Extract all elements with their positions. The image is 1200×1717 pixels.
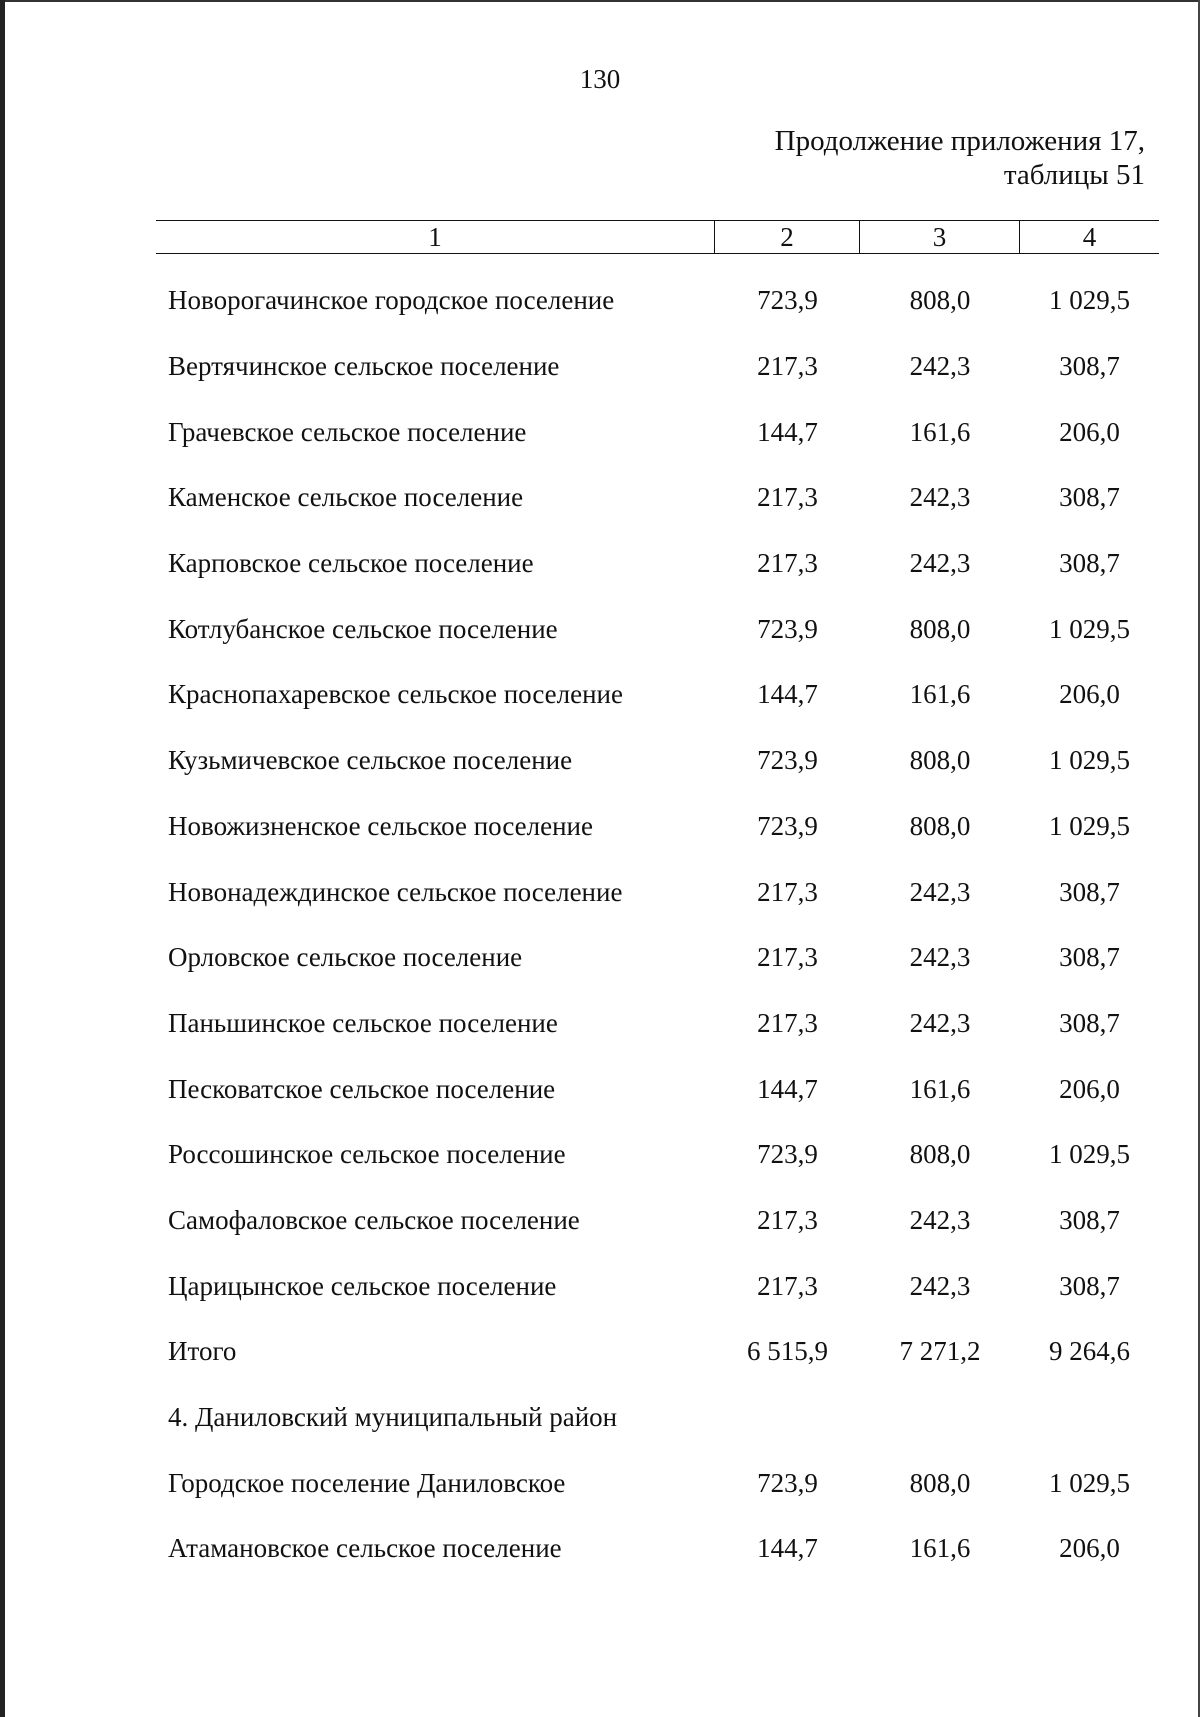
row-col-3: 161,6: [909, 416, 971, 447]
table-row: [156, 531, 1159, 597]
row-col-2: 723,9: [757, 810, 818, 841]
row-col-4: 1 029,5: [1049, 1467, 1130, 1498]
table-row: [156, 794, 1159, 860]
row-col-3: 808,0: [909, 1139, 971, 1170]
row-col-3: 808,0: [909, 745, 971, 776]
row-col-4: 308,7: [1059, 942, 1120, 973]
table-row: [156, 596, 1159, 662]
row-name: Царицынское сельское поселение: [168, 1270, 557, 1301]
row-col-2: 144,7: [757, 679, 818, 710]
row-name: Самофаловское сельское поселение: [168, 1204, 580, 1235]
header-col-1: 1: [156, 221, 715, 253]
row-col-4: 206,0: [1059, 416, 1120, 447]
row-col-2: 723,9: [757, 613, 818, 644]
row-col-2: 217,3: [757, 876, 818, 907]
row-col-3: 808,0: [909, 285, 971, 316]
header-col-4: 4: [1082, 221, 1097, 252]
total-col-4: 9 264,6: [1049, 1336, 1130, 1367]
row-col-3: 808,0: [909, 810, 971, 841]
header-col-2: 2: [715, 221, 860, 253]
row-name: Новорогачинское городское поселение: [168, 285, 615, 316]
scan-edge-left: [0, 0, 5, 1717]
total-col-3: 7 271,2: [899, 1336, 981, 1367]
total-row: [156, 1319, 1159, 1385]
row-col-2: 217,3: [757, 1204, 818, 1235]
row-name: Грачевское сельское поселение: [168, 416, 527, 447]
row-col-3: 242,3: [909, 1204, 971, 1235]
row-col-4: 1 029,5: [1049, 613, 1130, 644]
row-name: Россошинское сельское поселение: [168, 1139, 566, 1170]
row-col-3: 808,0: [909, 1467, 971, 1498]
row-col-2: 723,9: [757, 285, 818, 316]
table-row: [156, 859, 1159, 925]
table-row: [156, 1450, 1159, 1516]
row-name: Кузьмичевское сельское поселение: [168, 745, 573, 776]
row-col-4: 308,7: [1059, 1270, 1120, 1301]
continuation-line-2: таблицы 51: [1003, 159, 1145, 191]
total-label: Итого: [168, 1336, 237, 1367]
row-col-2: 217,3: [757, 351, 818, 382]
section-heading: 4. Даниловский муниципальный район: [168, 1402, 618, 1433]
row-name: Орловское сельское поселение: [168, 942, 523, 973]
row-col-3: 242,3: [909, 876, 971, 907]
table-row: [156, 728, 1159, 794]
table-row: [156, 1056, 1159, 1122]
row-col-2: 217,3: [757, 942, 818, 973]
row-col-2: 144,7: [757, 1073, 818, 1104]
row-col-3: 242,3: [909, 942, 971, 973]
row-name: Новонадеждинское сельское поселение: [168, 876, 623, 907]
row-name: Котлубанское сельское поселение: [168, 613, 558, 644]
row-col-4: 206,0: [1059, 1073, 1120, 1104]
table-row: [156, 1516, 1159, 1582]
total-col-2: 6 515,9: [747, 1336, 828, 1367]
row-col-4: 308,7: [1059, 548, 1120, 579]
table-row: [156, 662, 1159, 728]
row-col-3: 242,3: [909, 351, 971, 382]
row-col-4: 206,0: [1059, 1533, 1120, 1564]
row-col-4: 206,0: [1059, 679, 1120, 710]
row-col-2: 723,9: [757, 1139, 818, 1170]
row-col-2: 144,7: [757, 1533, 818, 1564]
page-number: 130: [579, 64, 621, 94]
row-name: Песковатское сельское поселение: [168, 1073, 556, 1104]
table-row: [156, 1253, 1159, 1319]
table-header: [156, 220, 1159, 254]
row-col-4: 308,7: [1059, 1007, 1120, 1038]
row-name: Городское поселение Даниловское: [168, 1467, 566, 1498]
table-row: [156, 268, 1159, 334]
table-row: [156, 465, 1159, 531]
row-col-2: 217,3: [757, 482, 818, 513]
row-name: Новожизненское сельское поселение: [168, 810, 593, 841]
row-col-3: 808,0: [909, 613, 971, 644]
row-col-3: 161,6: [909, 1073, 971, 1104]
row-name: Атамановское сельское поселение: [168, 1533, 562, 1564]
row-col-3: 161,6: [909, 1533, 971, 1564]
row-col-3: 242,3: [909, 548, 971, 579]
row-name: Паньшинское сельское поселение: [168, 1007, 558, 1038]
row-col-4: 308,7: [1059, 1204, 1120, 1235]
table-row: [156, 1188, 1159, 1254]
row-col-2: 217,3: [757, 1270, 818, 1301]
row-col-2: 723,9: [757, 1467, 818, 1498]
row-col-4: 308,7: [1059, 351, 1120, 382]
row-col-2: 217,3: [757, 548, 818, 579]
row-name: Карповское сельское поселение: [168, 548, 534, 579]
row-col-2: 217,3: [757, 1007, 818, 1038]
row-col-3: 242,3: [909, 482, 971, 513]
header-col-3: 3: [860, 221, 1020, 253]
row-col-4: 1 029,5: [1049, 285, 1130, 316]
continuation-note: [775, 124, 1145, 192]
table-row: [156, 991, 1159, 1057]
row-col-4: 1 029,5: [1049, 1139, 1130, 1170]
table-row: [156, 399, 1159, 465]
continuation-line-1: Продолжение приложения 17,: [774, 125, 1145, 157]
table-row: [156, 925, 1159, 991]
row-col-2: 723,9: [757, 745, 818, 776]
row-col-4: 308,7: [1059, 482, 1120, 513]
table-row: [156, 334, 1159, 400]
row-col-4: 308,7: [1059, 876, 1120, 907]
table-body: [156, 268, 1159, 1582]
section-heading-row: [156, 1385, 1159, 1451]
row-name: Каменское сельское поселение: [168, 482, 524, 513]
row-col-4: 1 029,5: [1049, 810, 1130, 841]
row-col-3: 161,6: [909, 679, 971, 710]
row-col-2: 144,7: [757, 416, 818, 447]
table-row: [156, 1122, 1159, 1188]
row-col-4: 1 029,5: [1049, 745, 1130, 776]
row-name: Вертячинское сельское поселение: [168, 351, 560, 382]
scan-edge-top: [0, 0, 1200, 2]
row-col-3: 242,3: [909, 1007, 971, 1038]
row-col-3: 242,3: [909, 1270, 971, 1301]
row-name: Краснопахаревское сельское поселение: [168, 679, 623, 710]
